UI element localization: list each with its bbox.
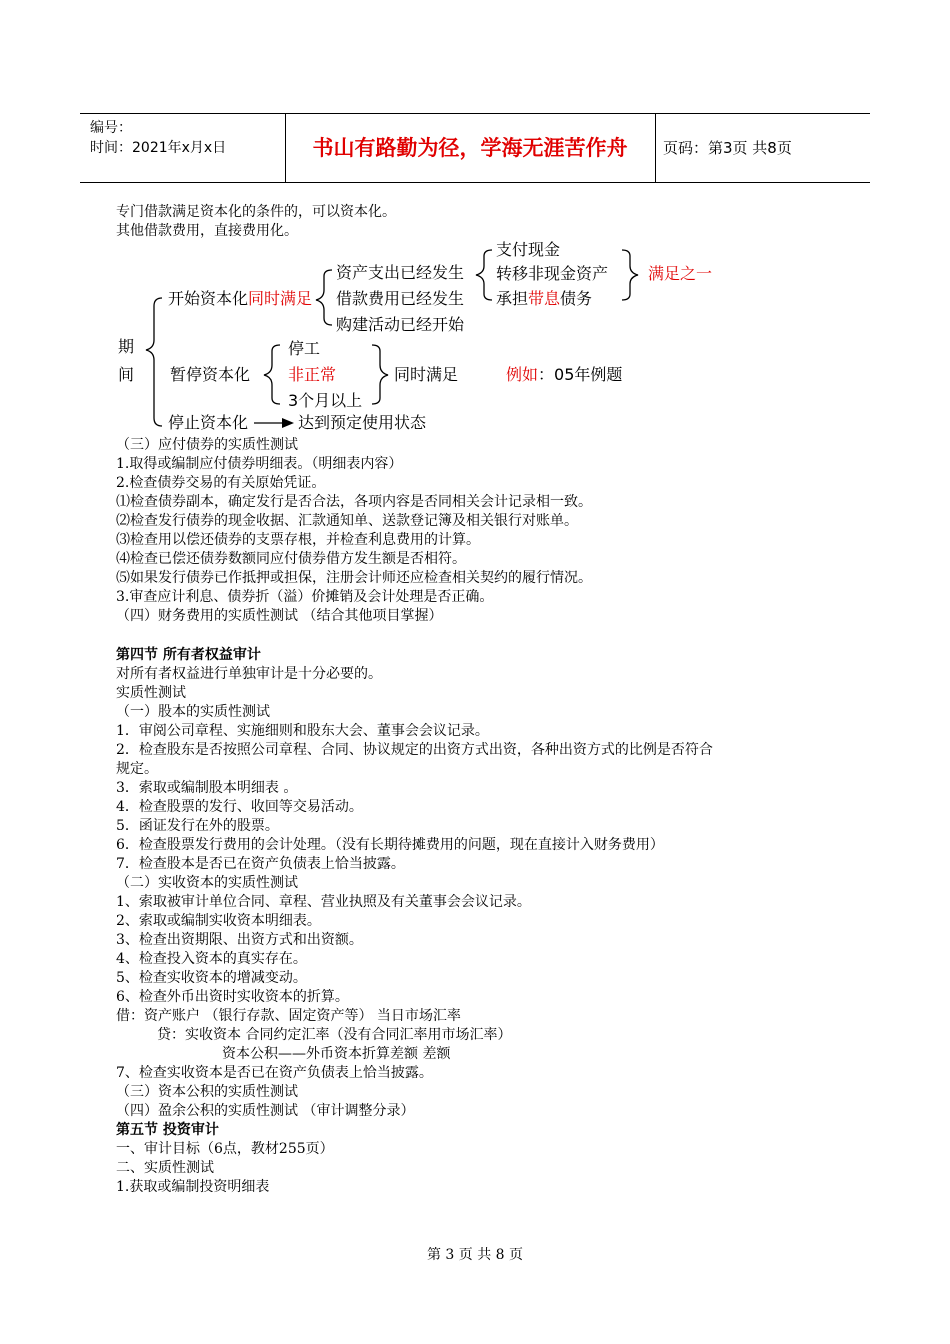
text-line: 7、检查实收资本是否已在资产负债表上恰当披露。 [116, 1065, 433, 1081]
pause-item: 3个月以上 [288, 391, 363, 410]
text-line: 6、检查外币出资时实收资本的折算。 [116, 989, 349, 1005]
start-item: 购建活动已经开始 [336, 315, 465, 334]
pause-item: 非正常 [288, 365, 337, 384]
arrow-head [282, 418, 294, 428]
text-line: 6．检查股票发行费用的会计处理。（没有长期待摊费用的问题，现在直接计入财务费用） [116, 837, 664, 853]
journal-entry-line: 资本公积——外币资本折算差额 差额 [222, 1046, 451, 1062]
text-line: 1.获取或编制投资明细表 [116, 1179, 270, 1195]
text-line: 对所有者权益进行单独审计是十分必要的。 [116, 666, 382, 682]
header-page-number: 页码：第3页 共8页 [663, 139, 792, 157]
journal-entry-line: 借：资产账户 （银行存款、固定资产等） 当日市场汇率 [116, 1008, 461, 1024]
intro-line: 其他借款费用，直接费用化。 [116, 223, 298, 239]
expense-item: 转移非现金资产 [496, 264, 609, 283]
section-heading: 第四节 所有者权益审计 [116, 647, 261, 663]
text-line: 3、检查出资期限、出资方式和出资额。 [116, 932, 363, 948]
text-line: 3.审查应计利息、债券折（溢）价摊销及会计处理是否正确。 [116, 589, 494, 605]
text-line: 5．函证发行在外的股票。 [116, 818, 279, 834]
text-line: （三）资本公积的实质性测试 [116, 1084, 298, 1100]
text-line: 1．审阅公司章程、实施细则和股东大会、董事会会议记录。 [116, 723, 489, 739]
intro-line: 专门借款满足资本化的条件的，可以资本化。 [116, 204, 396, 220]
text-line: 4、检查投入资本的真实存在。 [116, 951, 307, 967]
header-meta [90, 118, 226, 158]
closing-brace [622, 250, 638, 300]
header-divider [655, 114, 656, 182]
text-line: 2.检查债券交易的有关原始凭证。 [116, 475, 326, 491]
page-footer: 第 3 页 共 8 页 [426, 1247, 524, 1263]
stop-result: 达到预定使用状态 [298, 413, 427, 432]
text-line: 7．检查股本是否已在资产负债表上恰当披露。 [116, 856, 405, 872]
journal-entry-line: 贷：实收资本 合同约定汇率（没有合同汇率用市场汇率） [157, 1027, 512, 1043]
text-line: 2、索取或编制实收资本明细表。 [116, 913, 321, 929]
text-line: 5、检查实收资本的增减变动。 [116, 970, 307, 986]
number-label: 编号： [90, 120, 132, 136]
text-line: ⑷检查已偿还债券数额同应付债券借方发生额是否相符。 [116, 551, 466, 567]
period-label: 期 [118, 337, 135, 356]
text-line: ⑴检查债券副本，确定发行是否合法，各项内容是否同相关会计记录相一致。 [116, 494, 592, 510]
start-capitalization: 开始资本化同时满足 [168, 289, 313, 308]
page-header [80, 113, 870, 183]
pause-brace [264, 345, 280, 404]
capitalization-period-diagram [110, 240, 730, 440]
text-line: （四）盈余公积的实质性测试 （审计调整分录） [116, 1103, 415, 1119]
section-heading: 第五节 投资审计 [116, 1122, 219, 1138]
start-brace [316, 270, 332, 325]
text-line: ⑶检查用以偿还债券的支票存根，并检查利息费用的计算。 [116, 532, 480, 548]
pause-closing-brace [372, 345, 388, 404]
text-line: 实质性测试 [116, 685, 186, 701]
text-line: ⑸如果发行债券已作抵押或担保，注册会计师还应检查相关契约的履行情况。 [116, 570, 592, 586]
expense-item: 承担带息债务 [496, 289, 593, 308]
pause-item: 停工 [288, 339, 321, 358]
text-line: 1、索取被审计单位合同、章程、营业执照及有关董事会会议记录。 [116, 894, 531, 910]
text-line: 2．检查股东是否按照公司章程、合同、协议规定的出资方式出资，各种出资方式的比例是否符合 [116, 742, 713, 758]
text-line: （一）股本的实质性测试 [116, 704, 270, 720]
one-of-label: 满足之一 [648, 264, 713, 283]
pause-condition: 同时满足 [394, 365, 459, 384]
expense-item: 支付现金 [496, 240, 561, 259]
period-label: 间 [118, 365, 135, 384]
header-motto: 书山有路勤为径，学海无涯苦作舟 [312, 136, 628, 160]
period-brace [146, 298, 162, 426]
example-note: 例如：05年例题 [506, 365, 623, 384]
text-line: 1.取得或编制应付债券明细表。（明细表内容） [116, 456, 403, 472]
expense-brace [476, 250, 492, 300]
text-line: ⑵检查发行债券的现金收据、汇款通知单、送款登记簿及相关银行对账单。 [116, 513, 578, 529]
text-line: （三）应付债券的实质性测试 [116, 437, 298, 453]
time-label: 时间：2021年x月x日 [90, 140, 227, 156]
pause-capitalization: 暂停资本化 [170, 365, 251, 384]
text-line: 一、审计目标（6点，教材255页） [116, 1141, 334, 1157]
text-line: 二、实质性测试 [116, 1160, 214, 1176]
text-line: （二）实收资本的实质性测试 [116, 875, 298, 891]
text-line: 3．索取或编制股本明细表 。 [116, 780, 298, 796]
text-line: （四）财务费用的实质性测试 （结合其他项目掌握） [116, 608, 443, 624]
text-line: 规定。 [116, 761, 158, 777]
start-item: 资产支出已经发生 [336, 263, 465, 282]
text-line: 4．检查股票的发行、收回等交易活动。 [116, 799, 363, 815]
start-item: 借款费用已经发生 [336, 289, 465, 308]
stop-capitalization: 停止资本化 [168, 413, 249, 432]
